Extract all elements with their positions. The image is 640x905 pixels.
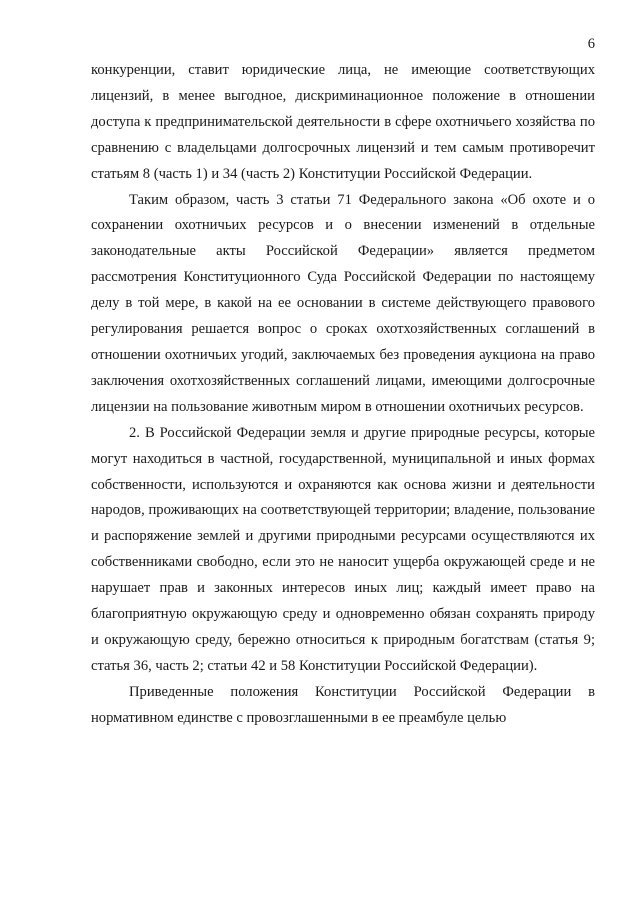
paragraph-constitution-provisions: Приведенные положения Конституции Российской Федерации в нормативном единстве с провозглашенными в ее преамбуле целью — [91, 683, 595, 726]
page-number: 6 — [587, 36, 595, 52]
paragraph-subject-of-review: Таким образом, часть 3 статьи 71 Федерального закона «Об охоте и о сохранении охотничьих ресурсов и о внесении изменений в отдельные законодательные акты Российской Федерации» является предметом рассмотрения Конституционного Суда Российской Федерации по настоящему делу в той мере, в какой на ее основании в системе действующего правового регулирования решается вопрос о сроках охотхозяйственных соглашений в отношении охотничьих угодий, заключаемых без проведения аукциона на право заключения охотхозяйственных соглашений лицами, имеющими долгосрочные лицензии на пользование животным миром в отношении охотничьих ресурсов. — [91, 191, 595, 415]
paragraph-natural-resources: 2. В Российской Федерации земля и другие природные ресурсы, которые могут находиться в частной, государственной, муниципальной и иных формах собственности, используются и охраняются как основа жизни и деятельности народов, проживающих на соответствующей территории; владение, пользование и распоряжение землей и другими природными ресурсами осуществляются их собственниками свободно, если это не наносит ущерба окружающей среде и не нарушает прав и законных интересов иных лиц; каждый имеет право на благоприятную окружающую среду и одновременно обязан сохранять природу и окружающую среду, бережно относиться к природным богатствам (статья 9; статья 36, часть 2; статьи 42 и 58 Конституции Российской Федерации). — [91, 424, 595, 674]
document-body — [91, 58, 595, 732]
paragraph-continuation: конкуренции, ставит юридические лица, не имеющие соответствующих лицензий, в менее выгодное, дискриминационное положение в отношении доступа к предпринимательской деятельности в сфере охотничьего хозяйства по сравнению с владельцами долгосрочных лицензий и тем самым противоречит статьям 8 (часть 1) и 34 (часть 2) Конституции Российской Федерации. — [91, 62, 595, 182]
